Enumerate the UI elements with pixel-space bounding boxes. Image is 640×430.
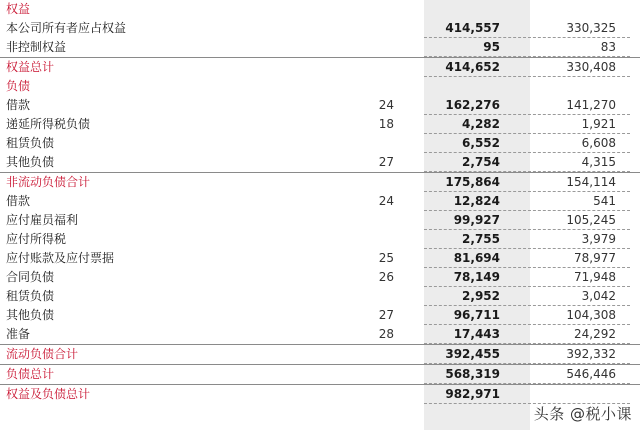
total-row (0, 384, 640, 404)
table-row (0, 249, 640, 268)
current-year-value: 95 (483, 40, 500, 54)
prior-year-value: 541 (593, 194, 616, 208)
total-row (0, 172, 640, 192)
table-row (0, 325, 640, 344)
table-row (0, 96, 640, 115)
current-year-value: 2,755 (462, 232, 500, 246)
total-row (0, 57, 640, 77)
current-year-value: 982,971 (445, 387, 500, 401)
current-year-value: 2,754 (462, 155, 500, 169)
table-row (0, 192, 640, 211)
row-label: 流动负债合计 (6, 347, 79, 361)
prior-year-value: 78,977 (574, 251, 616, 265)
table-row (0, 19, 640, 38)
table-row (0, 306, 640, 325)
row-label: 借款 (6, 194, 31, 208)
row-label: 其他负债 (6, 155, 55, 169)
prior-year-value: 105,245 (566, 213, 616, 227)
table-row (0, 115, 640, 134)
prior-year-value: 3,979 (581, 232, 616, 246)
current-year-value: 4,282 (462, 117, 500, 131)
row-note: 25 (378, 251, 394, 265)
row-note: 27 (378, 308, 394, 322)
table-row (0, 38, 640, 57)
row-label: 借款 (6, 98, 31, 112)
row-note: 28 (378, 327, 394, 341)
table-row (0, 153, 640, 172)
prior-year-value: 154,114 (566, 175, 616, 189)
row-note: 24 (378, 98, 394, 112)
watermark: 头条 @税小课 (533, 405, 632, 423)
row-label: 权益 (6, 2, 31, 16)
current-year-value: 96,711 (453, 308, 500, 322)
row-label: 非控制权益 (6, 40, 67, 54)
section-header (0, 0, 640, 19)
current-year-value: 568,319 (445, 367, 500, 381)
prior-year-value: 330,325 (566, 21, 616, 35)
prior-year-value: 141,270 (566, 98, 616, 112)
row-label: 负债 (6, 79, 31, 93)
prior-year-value: 71,948 (574, 270, 616, 284)
current-year-value: 392,455 (445, 347, 500, 361)
prior-year-value: 4,315 (581, 155, 616, 169)
current-year-value: 162,276 (445, 98, 500, 112)
prior-year-value: 330,408 (566, 60, 616, 74)
row-label: 其他负债 (6, 308, 55, 322)
row-label: 应付账款及应付票据 (6, 251, 115, 265)
row-label: 准备 (6, 327, 31, 341)
prior-year-value: 6,608 (581, 136, 616, 150)
total-row (0, 364, 640, 384)
row-label: 非流动负债合计 (6, 175, 91, 189)
section-header (0, 77, 640, 96)
current-year-value: 81,694 (453, 251, 500, 265)
prior-year-value: 1,921 (581, 117, 616, 131)
row-label: 租赁负债 (6, 136, 55, 150)
row-label: 本公司所有者应占权益 (6, 21, 127, 35)
current-year-value: 414,652 (445, 60, 500, 74)
current-year-value: 12,824 (453, 194, 500, 208)
total-row (0, 344, 640, 364)
row-label: 负债总计 (6, 367, 55, 381)
current-year-value: 414,557 (445, 21, 500, 35)
row-label: 应付所得税 (6, 232, 67, 246)
table-row (0, 268, 640, 287)
table-row (0, 211, 640, 230)
prior-year-value: 546,446 (566, 367, 616, 381)
row-note: 26 (378, 270, 394, 284)
table-row (0, 287, 640, 306)
row-label: 合同负债 (6, 270, 55, 284)
current-year-value: 175,864 (445, 175, 500, 189)
current-year-value: 6,552 (462, 136, 500, 150)
current-year-value: 99,927 (453, 213, 500, 227)
prior-year-value: 3,042 (581, 289, 616, 303)
prior-year-value: 83 (600, 40, 616, 54)
table-row (0, 134, 640, 153)
current-year-value: 17,443 (453, 327, 500, 341)
prior-year-value: 104,308 (566, 308, 616, 322)
row-label: 应付雇员福利 (6, 213, 79, 227)
current-year-value: 2,952 (462, 289, 500, 303)
prior-year-value: 392,332 (566, 347, 616, 361)
row-label: 租赁负债 (6, 289, 55, 303)
row-note: 18 (378, 117, 394, 131)
row-label: 权益总计 (6, 60, 55, 74)
current-year-value: 78,149 (453, 270, 500, 284)
table-row (0, 230, 640, 249)
row-label: 递延所得税负债 (6, 117, 91, 131)
row-note: 27 (378, 155, 394, 169)
row-note: 24 (378, 194, 394, 208)
row-label: 权益及负债总计 (6, 387, 91, 401)
prior-year-value: 24,292 (574, 327, 616, 341)
